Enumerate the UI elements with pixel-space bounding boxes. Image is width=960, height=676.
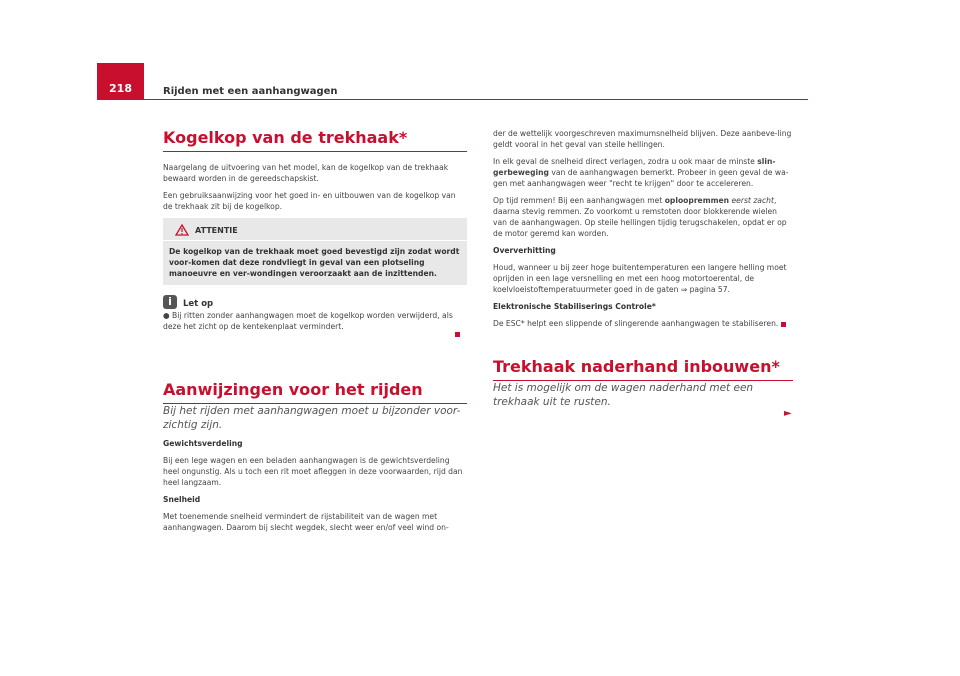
subheading-esc: Elektronische Stabiliserings Controle* <box>493 302 656 311</box>
paragraph: Een gebruiksaanwijzing voor het goed in- en uitbouwen van de kogelkop van de trekhaak zit bij de kogelkop. <box>163 191 456 211</box>
subheading-snelheid: Snelheid <box>163 495 201 504</box>
left-column <box>163 128 467 539</box>
subheading-oververhitting: Oververhitting <box>493 246 556 255</box>
end-of-section-icon <box>455 332 460 337</box>
warning-title: ATTENTIE <box>195 225 238 235</box>
subheading-gewichtsverdeling: Gewichtsverdeling <box>163 439 243 448</box>
note-text: Bij ritten zonder aanhangwagen moet de kogelkop worden verwijderd, als deze het zicht op de kentekenplaat vermindert. <box>163 311 453 331</box>
page-number: 218 <box>97 63 144 100</box>
section-title-aanwijzingen: Aanwijzingen voor het rijden <box>163 380 467 404</box>
section-lead: Bij het rijden met aanhangwagen moet u bijzonder voor-zichtig zijn. <box>163 405 461 431</box>
paragraph: Naargelang de uitvoering van het model, kan de kogelkop van de trekhaak bewaard worden in de gereedschapskist. <box>163 163 449 183</box>
header-rule <box>144 99 808 100</box>
continue-arrow-icon: ► <box>784 408 792 419</box>
info-note-icon: i <box>163 295 177 309</box>
paragraph: Met toenemende snelheid vermindert de rijstabiliteit van de wagen met aanhangwagen. Daarom bij slecht wegdek, slecht weer en/of veel wind on- <box>163 512 449 532</box>
right-column <box>493 128 793 415</box>
section-title-kogelkop: Kogelkop van de trekhaak* <box>163 128 467 152</box>
section-title-trekhaak: Trekhaak naderhand inbouwen* <box>493 357 793 381</box>
note-header <box>163 293 467 310</box>
warning-triangle-icon <box>175 224 189 236</box>
paragraph: Houd, wanneer u bij zeer hoge buitentemperaturen een langere helling moet oprijden in een lage versnelling en met een hoog motortoerental, de koelvloeistoftemperatuurmeter goed in de gaten ⇒ pagina 57. <box>493 263 787 294</box>
paragraph: De ESC* helpt een slippende of slingerende aanhangwagen te stabiliseren. <box>493 318 793 329</box>
paragraph: Bij een lege wagen en een beladen aanhangwagen is de gewichtsverdeling heel ongunstig. Als u toch een rit moet afleggen in deze voorwaarden, rijd dan heel langzaam. <box>163 456 463 487</box>
note-title: Let op <box>183 299 214 309</box>
paragraph: In elk geval de snelheid direct verlagen, zodra u ook maar de minste slin-gerbeweging van de aanhangwagen bemerkt. Probeer in geen geval de wa-gen met aanhangwagen weer "recht te krijgen" door te accelereren. <box>493 157 789 188</box>
end-of-section-icon <box>781 322 786 327</box>
paragraph: der de wettelijk voorgeschreven maximumsnelheid blijven. Deze aanbeve-ling geldt vooral in het geval van steile hellingen. <box>493 129 792 149</box>
running-title: Rijden met een aanhangwagen <box>163 86 338 97</box>
paragraph: Op tijd remmen! Bij een aanhangwagen met oploopremmen eerst zacht, daarna stevig remmen. Zo voorkomt u remstoten door blokkerende wielen van de aanhangwagen. Op steile hellingen tijdig terugschakelen, opdat er op de motor geremd kan worden. <box>493 196 787 238</box>
warning-box <box>163 218 467 285</box>
section-lead: Het is mogelijk om de wagen naderhand met een trekhaak uit te rusten. <box>493 382 754 408</box>
note-bullet: ● Bij ritten zonder aanhangwagen moet de kogelkop worden verwijderd, als deze het zicht op de kentekenplaat vermindert. <box>163 311 453 331</box>
warning-text: De kogelkop van de trekhaak moet goed bevestigd zijn zodat wordt voor-komen dat deze rondvliegt in geval van een plotseling manoeuvre en ver-wondingen veroorzaakt aan de inzittenden. <box>169 247 460 278</box>
